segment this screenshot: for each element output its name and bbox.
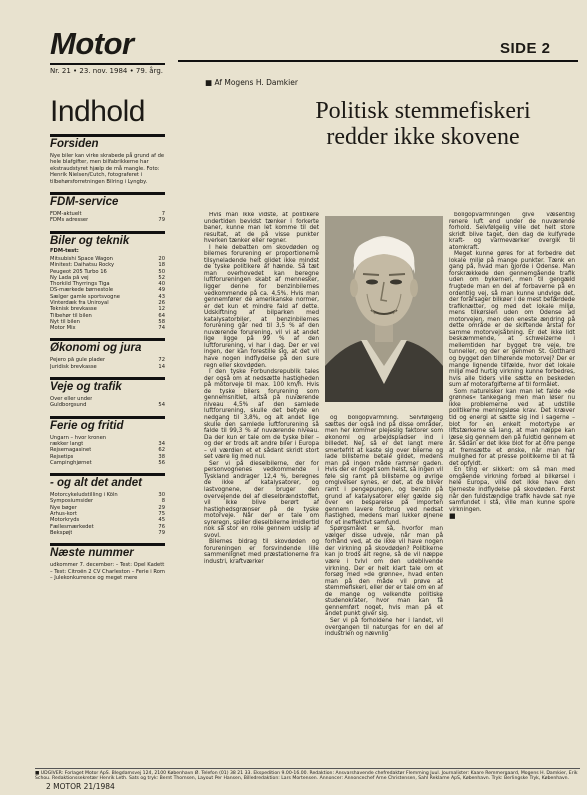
toc-entry-title: Juridisk brevkasse — [50, 363, 97, 370]
article-column-1 — [204, 212, 319, 784]
article-paragraph: og boligopvarmning. Selvfølgelig sættes der også ind på disse områder, men her kommer plejeslig faktorer som økonomi og arbejdspladser ind i billedet. Nej, så er det langt mere smertefrit at kaste sig over bilerne og lade bilisterne betale gildet, medens man på ingen måde rammer gaden. Hvis der er noget som helst, så ingen vil føle sig ramt på bilisterne og øvrige omgivelser synes, er det, at de bliver ramt i pengepungen, og benzin på grund af katalysatorer eller gælde sig over en besparelse på importen gennem lavere forbrug ved nedsat hastighed, medens man lukker øjnene for et ineffektivt samfund. — [325, 415, 443, 526]
toc-entry-title: Sælger gamle sportsvogne — [50, 293, 120, 300]
article-paragraph: Hvis man ikke vidste, at politikere undertiden bevidst tænker i forkerte baner, kunne man let komme til det resultat, at de på visse punkter hverken tænker eller regner. — [204, 212, 319, 245]
toc-entry-title: Bekspøjt — [50, 529, 73, 536]
toc-entry-list — [50, 492, 165, 536]
toc-entry-page: 7 — [161, 211, 165, 218]
byline — [205, 78, 298, 87]
toc-entry — [50, 217, 165, 223]
toc-section-heading: Biler og teknik — [50, 231, 165, 248]
toc-entry — [50, 325, 165, 331]
toc-entry-page: 56 — [158, 459, 165, 466]
toc-entry-page: 75 — [158, 511, 165, 518]
toc-section-heading: Veje og trafik — [50, 377, 165, 394]
toc-sections — [50, 134, 165, 581]
toc-entry — [50, 364, 165, 370]
toc-entry-list — [50, 357, 165, 370]
toc-entry-title: Ungarn – hvor kronen — [50, 434, 107, 441]
toc-section — [50, 543, 165, 581]
toc-entry-title: Mitsubishi Space Wagon — [50, 255, 113, 262]
toc-entry-page: 34 — [158, 440, 165, 447]
toc-section-text: Nye biler kan virke skrabede på grund af de hele blafgifter, men bilfabrikkerne har ekstraudstyret hjælp de må mangle. Foto: Henrik Nielsen/Cutch, fotograferet i tilbehørsforretningen Bilring i Lyngby. — [50, 153, 165, 185]
toc-section-text: udkommer 7. december: – Test: Opel Kadett – Test: Citroën 2 CV Charleston – Ferie i Rom – Julekonkurrence og meget mere — [50, 562, 165, 582]
article-paragraph: Ser vi på forholdene her i landet, vil overgangen til naturgas for en del af industrien og nævnlig — [325, 617, 443, 638]
toc-entry-title: Motorkryds — [50, 517, 80, 524]
toc-section-heading: Forsiden — [50, 134, 165, 151]
toc-entry-title: Tilbehør til bilen — [50, 312, 92, 319]
author-portrait — [325, 216, 443, 402]
toc-entry-title: Århus-kort — [50, 511, 77, 518]
toc-entry-title: Vinterdæk fra Uniroyal — [50, 300, 109, 306]
toc-section — [50, 338, 165, 370]
portrait-photo — [325, 216, 443, 402]
toc-entry-page: 79 — [158, 217, 165, 224]
toc-title: Indhold — [50, 95, 145, 128]
toc-entry-title: Pejero på gule plader — [50, 357, 106, 364]
page-label: MOTOR 21/1984 — [53, 782, 115, 791]
toc-subheading: FDM-test: — [50, 247, 79, 254]
toc-entry-title: FDMs adresser — [50, 217, 89, 224]
toc-entry-list — [50, 211, 165, 224]
toc-section-heading: - og alt det andet — [50, 473, 165, 490]
toc-entry-title: Over eller under — [50, 396, 93, 403]
toc-entry-title: Rejsemagasinet — [50, 447, 92, 454]
page-footer — [46, 782, 115, 791]
toc-entry-page: 62 — [158, 447, 165, 454]
article-paragraph: boligopvarmningen give væsentlig renere luft end under de nuværende forhold. Selvfølgelig ville det helt store skridt blive taget, den dag de kulfyrede kraft- og varmeværker overgik til atomkraft. — [449, 212, 575, 251]
article-headline: Politisk stemmefiskeri redder ikke skovene — [315, 98, 531, 150]
toc-entry-title: Motor Mix — [50, 325, 76, 332]
table-of-contents — [50, 28, 165, 581]
article-paragraph: Bilernes bidrag til skovdøden og forureningen er forsvindende lille sammenlignet med præstationerne fra industri, kraftværker — [204, 539, 319, 565]
page-number: 2 — [46, 782, 51, 791]
toc-entry-title: Guldborgsund — [50, 402, 87, 409]
article-paragraph: I den tyske Forbundsrepublik tales der også om at nedsætte hastigheden på motorveje til max. 100 km/h. Hvis de tyske bilers forurening som gennemsnitlet, altså på nuværende niveau 4,5% af den samlede luftforurening, skulle det betyde en nedgang til 3,8%, og alt andet lige skulle den samlede luftforurening så falde til 99,3 % af nuværende niveau. Da der kun er tale om de tyske biler – og der er trods alt andre biler i Europa – vil værdien et et sådant skridt stort set være lig med nul. — [204, 369, 319, 461]
toc-entry-title: Teknisk brevkasse — [50, 306, 97, 313]
bullet-icon: ■ — [205, 78, 215, 87]
masthead-rule — [50, 63, 165, 65]
toc-entry-title: FDM-aktuelt — [50, 211, 82, 218]
toc-entry-title: Minitest: Daihatsu Rocky — [50, 262, 115, 269]
toc-section — [50, 416, 165, 466]
toc-entry-page: 52 — [158, 274, 165, 281]
top-rule — [178, 60, 578, 62]
toc-entry-page: 20 — [158, 255, 165, 262]
toc-entry-page: 12 — [158, 306, 165, 313]
toc-entry-title: Rejsetips — [50, 453, 74, 460]
toc-entry-page: 40 — [158, 281, 165, 288]
toc-section-heading: Næste nummer — [50, 543, 165, 560]
toc-entry-title: Fællesmærkedet — [50, 523, 94, 530]
toc-entry-list — [50, 435, 165, 466]
toc-entry-title: Thorkild Thyrrings Tiga — [50, 281, 110, 288]
toc-entry-page: 74 — [158, 325, 165, 332]
toc-entry-title: Ny Lada på vej — [50, 274, 89, 281]
toc-entry-title: DS-mærkede børnestole — [50, 287, 114, 294]
article-column-3 — [449, 212, 575, 787]
toc-entry-page: 45 — [158, 517, 165, 524]
article-paragraph: Som naturelsker kan man let falde »de grønnes« tankegang men man løser nu ikke problemerne ved at udstille politikerne meningsløse krav. Det kræver tid og energi at sætte sig ind i sagerne – blot for en enkelt motortype er liftstærkerne så lang, at man næppe kan læse sig gennem den på fuldtid gennem et år. Sådan er det ikke blot for at ofre penge at fremsætte et ønske, når man har mulighed for at presse politikerne til at få det opfyldt. — [449, 388, 575, 467]
toc-entry-page: 76 — [158, 523, 165, 530]
article-paragraph: Ser vi på dieselbilerne, der for personvognenes vedkommende i Tyskland andrager 12,4 %, beregnes de ikke af katalysatorer, og lastvognene, der bruger den overvejende del af dieselbrændstoffet, vil ikke blive berørt af hastighedsgrænser på de tyske motorveje. Når der er tale om syreregn, spiller dieselbilerne imidlertid nok så stor en rolle gennem udslip af svovl. — [204, 460, 319, 539]
toc-entry-page: 79 — [158, 529, 165, 536]
toc-entry-page: 14 — [158, 363, 165, 370]
toc-section-heading: Økonomi og jura — [50, 338, 165, 355]
article-paragraph: Spørgsmålet er så, hvorfor man vælger disse udveje, når man på forhånd ved, at de ikke vil have nogen der virkning på skovdøden? Politikerne kan jo trods alt regne, så de vil næppe være i tvivl om den udeblivende virkning. Der er helt klart tale om et forsøg med »de grønne«, hvad enten man på den måde vil prøve at stemmefiskeri, eller der er tale om en af de mange og velkendte politiske studenokrater, hvor man kan få gennemført noget, hvis man på et andet punkt giver sig. — [325, 526, 443, 618]
toc-entry-list — [50, 396, 165, 409]
toc-entry-page: 64 — [158, 312, 165, 319]
toc-entry — [50, 530, 165, 536]
toc-entry — [50, 402, 165, 408]
toc-entry-title: Nyt til bilen — [50, 318, 80, 325]
toc-entry-page: 18 — [158, 262, 165, 269]
toc-entry-page: 50 — [158, 268, 165, 275]
masthead-title: Motor — [50, 26, 134, 61]
toc-entry-page: 58 — [158, 318, 165, 325]
colophon: ■ UDGIVER: Forlaget Motor ApS. Blegdamsvej 124, 2100 København Ø. Telefon (01) 38 21 33. Ekspedition 9.00-16.00. Redaktion: Ansvarshavende chefredaktør Flemming Juul. Journalister: Kaare Remmergaard, Mogens H. Damkier, Erik Schou. Redaktionssekretær Henrik Leth. Sats og tryk: Bernt Thomsen, Layout Per Hansen, Billedredaktion: Lars Mortensen. Annoncer: Annoncechef Arne Christensen, Sahl Reklame ApS, København. Tryk: Berlingske Tryk, København. — [35, 768, 580, 782]
toc-section — [50, 473, 165, 536]
page-side-label: SIDE 2 — [500, 40, 551, 57]
toc-entry-title: Symposiumsider — [50, 498, 94, 505]
toc-entry-page: 29 — [158, 504, 165, 511]
toc-section — [50, 134, 165, 185]
toc-section-heading: FDM-service — [50, 192, 165, 209]
toc-entry-title: Nye bøger — [50, 504, 77, 511]
article-paragraph: I hele debatten om skovdøden og bilernes forurening er proportionerne tilsyneladende helt glidet ikke mindst de tyske politikere af hænde. Så tæt man overhovedet kan beregne luftforureningen skabt af mennesker, ligger denne for benzinbilernes vedkommende på ca. 4,5%. Hvis man gennemfører de amerikanske normer, er det kun et mindre fald af dette. Udskiftning af bilparken med katalysatorbiler, at benzinbilernes forurening går ned til 3,5 % af den nuværende forurening, vil vi at andet lige ligge på 99 % af den luftforurening, vi har i dag. Der er vel ingen, der kan forestille sig, at det vil have nogen indflydelse på den sure regn eller skovdøden. — [204, 244, 319, 369]
toc-entry-page: 38 — [158, 453, 165, 460]
toc-entry-page: 72 — [158, 357, 165, 364]
toc-section — [50, 192, 165, 224]
toc-entry-list — [50, 256, 165, 332]
toc-section — [50, 231, 165, 332]
toc-entry-page: 54 — [158, 402, 165, 409]
issue-line: Nr. 21 • 23. nov. 1984 • 79. årg. — [50, 67, 163, 75]
toc-entry-page: 26 — [158, 300, 165, 306]
article-paragraph: En ting er sikkert: om så man med omgående virkning forbød al bilkørsel i hele Europa, ville det ikke have den tjerneste indflydelse på skovdøden. Først når den fuldstændige trafik havde sat nye samfundet i stå, ville man kunne spore virkningen. — [449, 467, 575, 513]
article-column-2 — [325, 415, 443, 787]
toc-section — [50, 377, 165, 409]
toc-entry-page: 43 — [158, 293, 165, 300]
byline-text: Af Mogens H. Damkier — [214, 78, 298, 87]
toc-section-heading: Ferie og fritid — [50, 416, 165, 433]
toc-entry-page: 49 — [158, 287, 165, 294]
toc-entry-title: rækker langt — [50, 440, 84, 447]
end-mark: ■ — [449, 512, 456, 521]
toc-entry-page: 30 — [158, 492, 165, 499]
toc-entry-page: 8 — [161, 498, 165, 505]
toc-entry-title: Campinghjørnet — [50, 459, 92, 466]
toc-entry-title: Motorcykeludstilling i Köln — [50, 492, 118, 499]
toc-entry — [50, 460, 165, 466]
article-paragraph: Meget kunne gøres for at forbedre det lokale miljø på mange punkter. Tænk en gang på, hvad man gjorde i Odense. Man forskrækkede den gennemgående trafik uden om bykernen, men til gengæld frugtede man en del af forbaverne på en ordentlig vej, så man kunne undvige det, der forårsager bilkøer i de mest befærdede trafiknætter, og med det lokale miljø, mens tilkørslen uden om Odense ad motorvejen, men den eneste ændring på dette område er de skiftende årstal for samme motorvejsåbning. Er det ikke lidt beskæmmende, at schweizerne i mellemtiden har bygget tre veje, tre tunneller, og der er genmen St. Gotthard og bygget den tilhørende motorvej? Der er mange lignende tilfælde, hvor det lokale miljø med hurtig virkning kunne forbedres, hvis alle tiders ville sætte en beskeden sum af motorafgifterne af til formålet. — [449, 251, 575, 389]
toc-entry-title: Peugeot 205 Turbo 16 — [50, 268, 107, 275]
